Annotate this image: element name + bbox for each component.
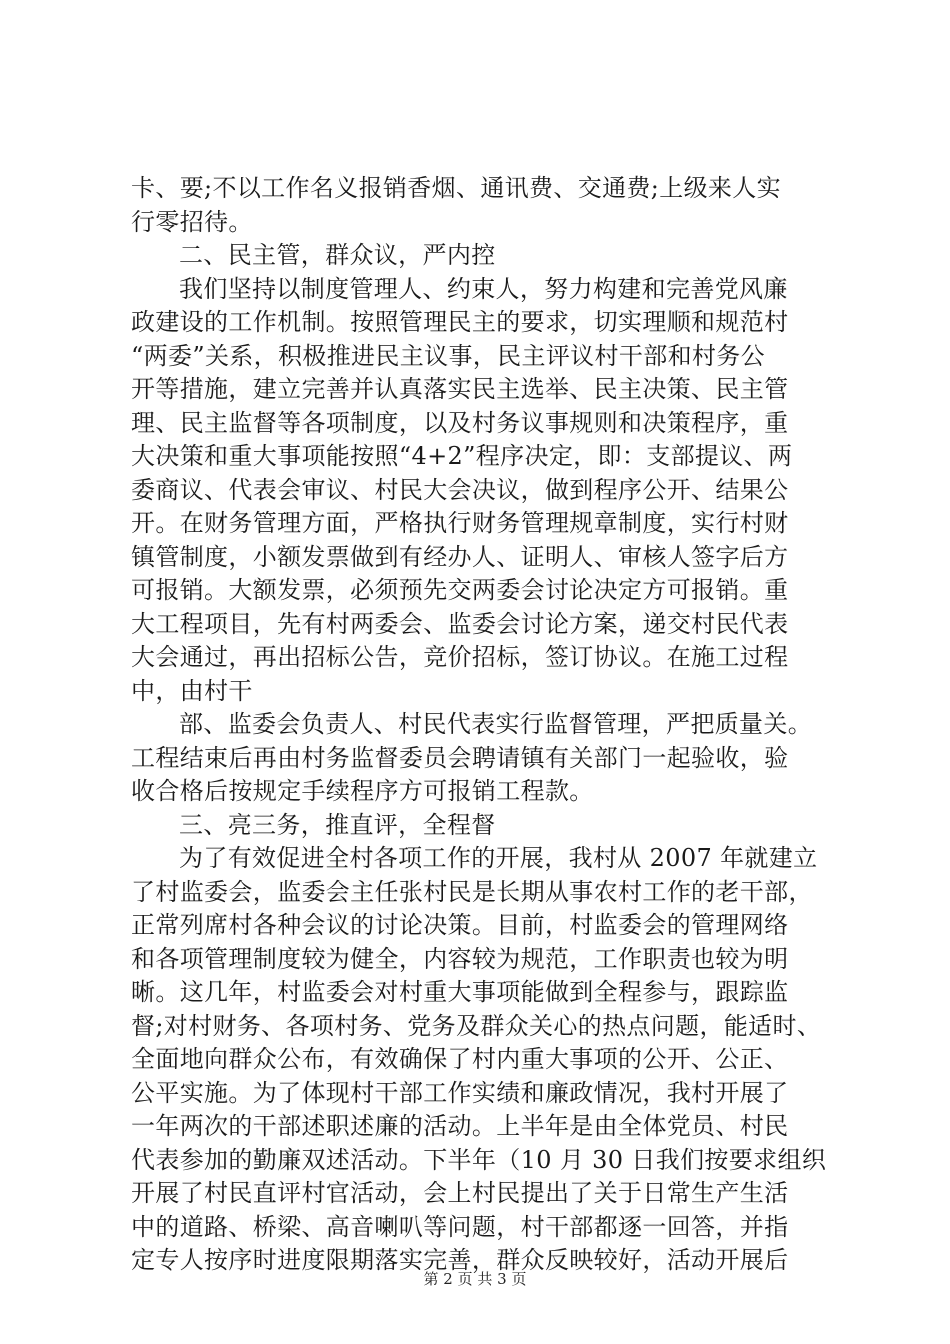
- text-line: 了村监委会，监委会主任张村民是长期从事农村工作的老干部，: [131, 877, 813, 906]
- text-line: 开。在财务管理方面，严格执行财务管理规章制度，实行村财: [131, 509, 789, 537]
- text-line: 和各项管理制度较为健全，内容较为规范，工作职责也较为明: [131, 944, 789, 973]
- text-line: 工程结束后再由村务监督委员会聘请镇有关部门一起验收，验: [131, 743, 789, 772]
- text-line: 行零招待。: [131, 207, 253, 236]
- text-line: “两委”关系，积极推进民主议事，民主评议村干部和村务公: [131, 341, 765, 370]
- text-line: 中的道路、桥梁、高音喇叭等问题，村干部都逐一回答，并指: [131, 1212, 789, 1241]
- text-line: 为了有效促进全村各项工作的开展，我村从 2007 年就建立: [179, 844, 818, 872]
- text-line: 镇管制度，小额发票做到有经办人、证明人、审核人签字后方: [131, 542, 789, 571]
- text-line: 大工程项目，先有村两委会、监委会讨论方案，递交村民代表: [131, 609, 789, 638]
- text-line: 政建设的工作机制。按照管理民主的要求，切实理顺和规范村: [131, 308, 789, 336]
- text-line: 收合格后按规定手续程序方可报销工程款。: [131, 777, 594, 805]
- text-line: 督;对村财务、各项村务、党务及群众关心的热点问题，能适时、: [131, 1011, 822, 1040]
- text-line: 大会通过，再出招标公告，竞价招标，签订协议。在施工过程: [131, 643, 789, 671]
- text-line: 卡、要;不以工作名义报销香烟、通讯费、交通费;上级来人实: [131, 174, 781, 202]
- text-line: 公平实施。为了体现村干部工作实绩和廉政情况，我村开展了: [131, 1078, 789, 1107]
- text-line: 部、监委会负责人、村民代表实行监督管理，严把质量关。: [179, 710, 813, 738]
- text-line: 可报销。大额发票，必须预先交两委会讨论决定方可报销。重: [131, 576, 789, 604]
- page-number-footer: 第 2 页 共 3 页: [423, 1270, 527, 1288]
- text-line: 正常列席村各种会议的讨论决策。目前，村监委会的管理网络: [131, 911, 789, 939]
- text-line: 开等措施，建立完善并认真落实民主选举、民主决策、民主管: [131, 375, 789, 403]
- text-line: 委商议、代表会审议、村民大会决议，做到程序公开、结果公: [131, 475, 789, 504]
- document-body: [131, 172, 831, 1278]
- text-line: 大决策和重大事项能按照“4+2”程序决定，即：支部提议、两: [131, 442, 793, 470]
- text-line: 一年两次的干部述职述廉的活动。上半年是由全体党员、村民: [131, 1112, 789, 1140]
- text-line: 晰。这几年，村监委会对村重大事项能做到全程参与，跟踪监: [131, 978, 789, 1006]
- text-line: 代表参加的勤廉双述活动。下半年（10 月 30 日我们按要求组织: [131, 1145, 827, 1174]
- section-heading: 三、亮三务，推直评，全程督: [179, 810, 496, 839]
- text-line: 全面地向群众公布，有效确保了村内重大事项的公开、公正、: [131, 1045, 789, 1073]
- section-heading: 二、民主管，群众议，严内控: [179, 241, 496, 269]
- text-line: 我们坚持以制度管理人、约束人，努力构建和完善党风廉: [179, 274, 788, 303]
- text-line: 定专人按序时进度限期落实完善，群众反映较好，活动开展后: [131, 1246, 789, 1274]
- text-line: 理、民主监督等各项制度，以及村务议事规则和决策程序，重: [131, 408, 789, 437]
- text-line: 开展了村民直评村官活动，会上村民提出了关于日常生产生活: [131, 1179, 789, 1207]
- text-line: 中，由村干: [131, 676, 253, 705]
